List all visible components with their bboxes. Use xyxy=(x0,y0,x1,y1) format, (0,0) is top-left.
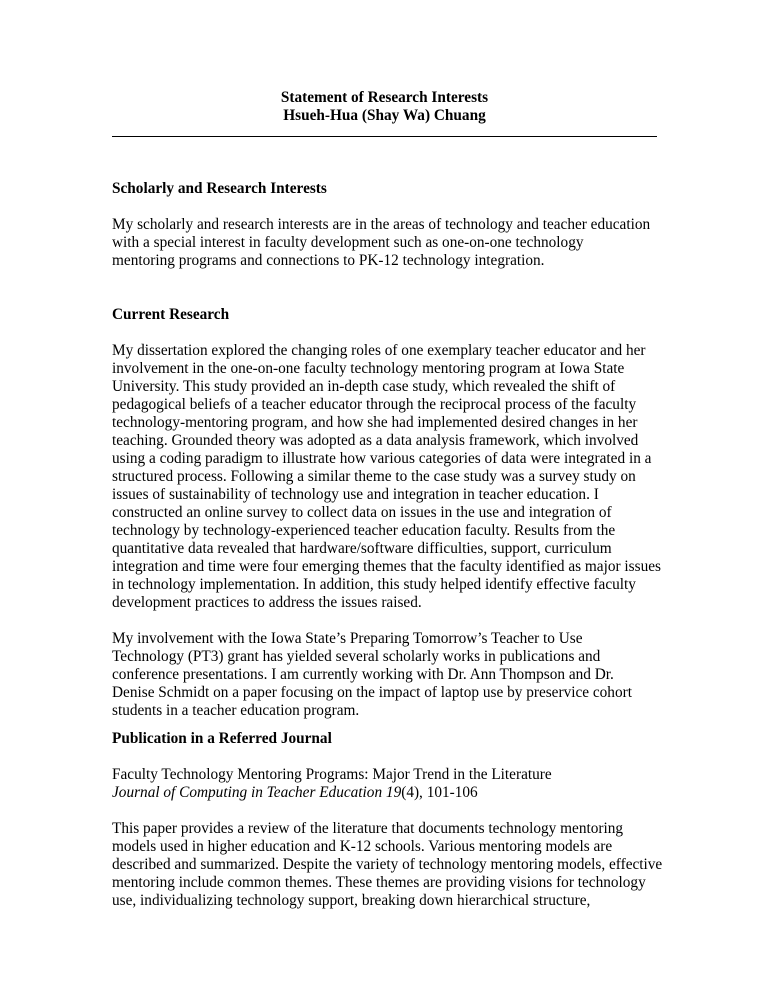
section-heading-scholarly: Scholarly and Research Interests xyxy=(112,180,327,197)
paragraph-dissertation xyxy=(112,342,662,612)
text-line: with a special interest in faculty development such as one-on-one technology xyxy=(112,234,584,251)
text-line: University. This study provided an in-depth case study, which revealed the shift of xyxy=(112,378,616,395)
text-line: students in a teacher education program. xyxy=(112,702,360,719)
text-line: constructed an online survey to collect data on issues in the use and integration of xyxy=(112,504,612,521)
text-line: in technology implementation. In addition, this study helped identify effective faculty xyxy=(112,576,636,593)
text-line: using a coding paradigm to illustrate how various categories of data were integrated in a xyxy=(112,450,652,467)
article-title: Faculty Technology Mentoring Programs: Major Trend in the Literature xyxy=(112,766,552,783)
text-line: described and summarized. Despite the variety of technology mentoring models, effective xyxy=(112,856,663,873)
document-author: Hsueh-Hua (Shay Wa) Chuang xyxy=(283,107,486,124)
text-line: My dissertation explored the changing roles of one exemplary teacher educator and her xyxy=(112,342,646,359)
text-line: technology by technology-experienced teacher education faculty. Results from the xyxy=(112,522,616,539)
text-line: development practices to address the issues raised. xyxy=(112,594,422,611)
text-line: involvement in the one-on-one faculty technology mentoring program at Iowa State xyxy=(112,360,625,377)
document-title: Statement of Research Interests xyxy=(280,89,489,106)
section-heading-current-research: Current Research xyxy=(112,306,230,323)
text-line: This paper provides a review of the literature that documents technology mentoring xyxy=(112,820,624,837)
text-line: mentoring programs and connections to PK-12 technology integration. xyxy=(112,252,545,269)
text-line: use, individualizing technology support, breaking down hierarchical structure, xyxy=(112,892,591,909)
section-heading-publication: Publication in a Referred Journal xyxy=(112,730,332,747)
paragraph-pt3-grant xyxy=(112,630,662,720)
text-line: Technology (PT3) grant has yielded several scholarly works in publications and xyxy=(112,648,601,665)
text-line: Denise Schmidt on a paper focusing on the impact of laptop use by preservice cohort xyxy=(112,684,632,701)
journal-name: Journal of Computing in Teacher Education 19 xyxy=(112,784,402,801)
paragraph-publication-summary xyxy=(112,820,662,910)
journal-reference xyxy=(112,784,662,802)
text-line: conference presentations. I am currently working with Dr. Ann Thompson and Dr. xyxy=(112,666,614,683)
text-line: issues of sustainability of technology use and integration in teacher education. I xyxy=(112,486,599,503)
text-line: pedagogical beliefs of a teacher educator through the reciprocal process of the faculty xyxy=(112,396,637,413)
text-line: technology-mentoring program, and how she had implemented desired changes in her xyxy=(112,414,638,431)
document-header xyxy=(112,89,657,125)
text-line: structured process. Following a similar theme to the case study was a survey study on xyxy=(112,468,636,485)
text-line: models used in higher education and K-12 schools. Various mentoring models are xyxy=(112,838,613,855)
header-divider xyxy=(112,136,657,137)
text-line: quantitative data revealed that hardware/software difficulties, support, curriculum xyxy=(112,540,612,557)
text-line: teaching. Grounded theory was adopted as a data analysis framework, which involved xyxy=(112,432,639,449)
text-line: My involvement with the Iowa State’s Preparing Tomorrow’s Teacher to Use xyxy=(112,630,583,647)
journal-issue-pages: (4), 101-106 xyxy=(401,784,478,801)
publication-citation xyxy=(112,766,662,802)
text-line: integration and time were four emerging themes that the faculty identified as major issues xyxy=(112,558,661,575)
text-line: mentoring include common themes. These themes are providing visions for technology xyxy=(112,874,646,891)
text-line: My scholarly and research interests are in the areas of technology and teacher education xyxy=(112,216,651,233)
paragraph-scholarly-interests xyxy=(112,216,662,270)
